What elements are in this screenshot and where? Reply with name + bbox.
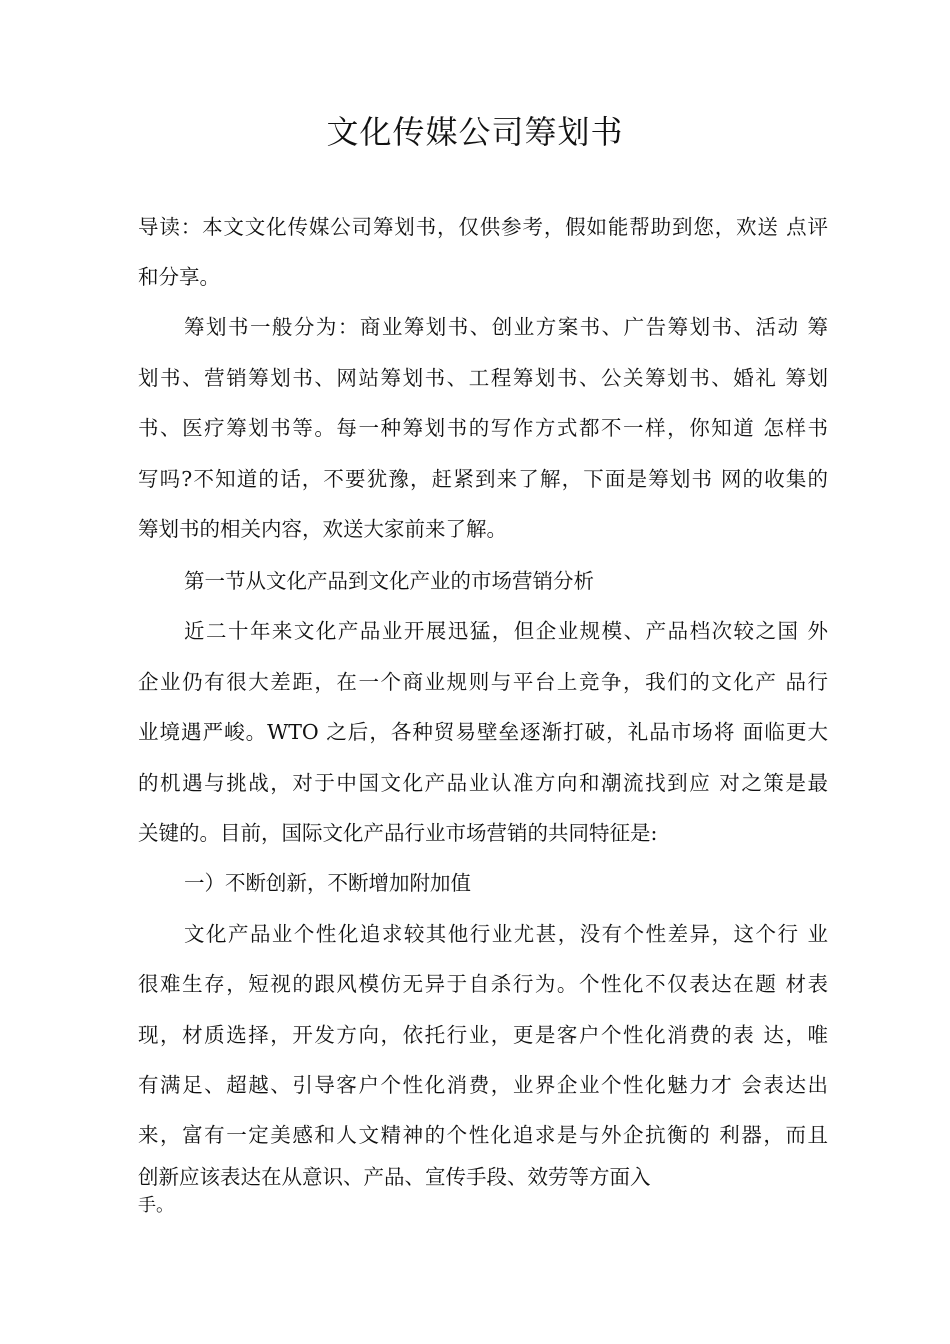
paragraph-2-line-1: 近二十年来文化产品业开展迅猛，但企业规模、产品档次较之国 外	[184, 619, 828, 643]
paragraph-2-line-4: 的机遇与挑战，对于中国文化产品业认准方向和潮流找到应 对之策是最	[138, 771, 828, 795]
paragraph-2-line-5: 关键的。目前，国际文化产品行业市场营销的共同特征是:	[138, 821, 658, 845]
paragraph-1-line-1: 筹划书一般分为：商业筹划书、创业方案书、广告筹划书、活动 筹	[184, 315, 828, 339]
paragraph-2-line-2: 企业仍有很大差距，在一个商业规则与平台上竞争，我们的文化产 品行	[138, 670, 828, 694]
paragraph-1-line-4: 写吗?不知道的话，不要犹豫，赶紧到来了解，下面是筹划书 网的收集的	[138, 467, 828, 491]
section-heading: 第一节从文化产品到文化产业的市场营销分析	[184, 569, 594, 593]
paragraph-3-line-3: 现，材质选择，开发方向，依托行业，更是客户个性化消费的表 达，唯	[138, 1023, 828, 1047]
document-title: 文化传媒公司筹划书	[326, 113, 624, 151]
intro-line-2: 和分享。	[138, 265, 220, 289]
paragraph-3-line-2: 很难生存，短视的跟风模仿无异于自杀行为。个性化不仅表达在题 材表	[138, 972, 828, 996]
subsection-heading: 一）不断创新，不断增加附加值	[184, 871, 471, 895]
paragraph-2-line-3: 业境遇严峻。WTO 之后，各种贸易壁垒逐渐打破，礼品市场将 面临更大	[138, 720, 828, 744]
paragraph-3-line-5: 来，富有一定美感和人文精神的个性化追求是与外企抗衡的 利器，而且	[138, 1123, 828, 1147]
intro-line-1: 导读：本文文化传媒公司筹划书，仅供参考，假如能帮助到您，欢送 点评	[138, 215, 828, 239]
paragraph-3-line-4: 有满足、超越、引导客户个性化消费，业界企业个性化魅力才 会表达出	[138, 1073, 828, 1097]
paragraph-3-line-7: 手。	[138, 1195, 174, 1216]
paragraph-3-line-1: 文化产品业个性化追求较其他行业尤甚，没有个性差异，这个行 业	[184, 922, 828, 946]
paragraph-1-line-5: 筹划书的相关内容，欢送大家前来了解。	[138, 517, 507, 541]
paragraph-1-line-2: 划书、营销筹划书、网站筹划书、工程筹划书、公关筹划书、婚礼 筹划	[138, 366, 828, 390]
paragraph-1-line-3: 书、医疗筹划书等。每一种筹划书的写作方式都不一样，你知道 怎样书	[138, 416, 828, 440]
paragraph-3-line-6: 创新应该表达在从意识、产品、宣传手段、效劳等方面入	[138, 1165, 651, 1189]
